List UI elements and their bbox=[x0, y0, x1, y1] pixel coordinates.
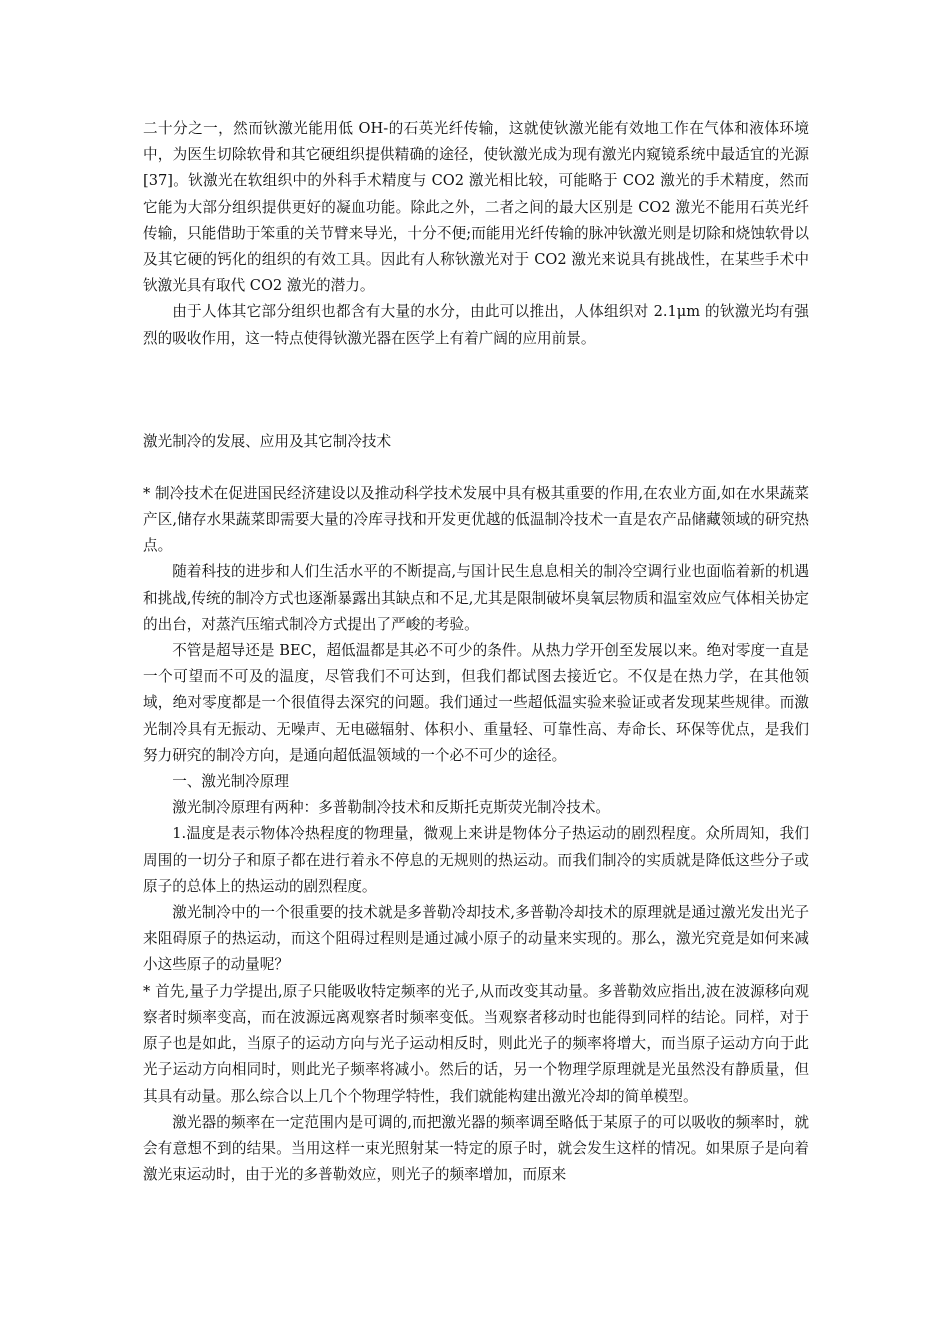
paragraph: 一、激光制冷原理 bbox=[172, 773, 289, 791]
paragraph: 激光制冷中的一个很重要的技术就是多普勒冷却技术,多普勒冷却技术的原理就是通过激光发出光子来阻碍原子的热运动，而这个阻碍过程则是通过减小原子的动量来实现的。那么，激光究竟是如何来减小这些原子的动量呢？ bbox=[143, 904, 809, 974]
paragraph: * 制冷技术在促进国民经济建设以及推动科学技术发展中具有极其重要的作用,在农业方面,如在水果蔬菜产区,储存水果蔬菜即需要大量的冷库寻找和开发更优越的低温制冷技术一直是农产品储藏领域的研究热点。 bbox=[143, 484, 809, 555]
paragraph: 由于人体其它部分组织也都含有大量的水分，由此可以推出，人体组织对 2.1μm 的钬激光均有强烈的吸收作用，这一特点使得钬激光器在医学上有着广阔的应用前景。 bbox=[143, 303, 809, 347]
paragraph: 1.温度是表示物体冷热程度的物理量，微观上来讲是物体分子热运动的剧烈程度。众所周知，我们周围的一切分子和原子都在进行着永不停息的无规则的热运动。而我们制冷的实质就是降低这些分子或原子的总体上的热运动的剧烈程度。 bbox=[143, 825, 809, 895]
section-title: 激光制冷的发展、应用及其它制冷技术 bbox=[143, 432, 392, 450]
document-page bbox=[143, 116, 809, 1188]
paragraph: 二十分之一，然而钬激光能用低 OH-的石英光纤传输，这就使钬激光能有效地工作在气体和液体环境中，为医生切除软骨和其它硬组织提供精确的途径，使钬激光成为现有激光内窥镜系统中最适宜的光源[37]。钬激光在软组织中的外科手术精度与 CO2 激光相比较，可能略于 CO2 激光的手术精度，然而它能为大部分组织提供更好的凝血功能。除此之外，二者之间的最大区别是 CO2 激光不能用石英光纤传输，只能借助于笨重的关节臂来导光，十分不便;而能用光纤传输的脉冲钬激光则是切除和烧蚀软骨以及其它硬的钙化的组织的有效工具。因此有人称钬激光对于 CO2 激光来说具有挑战性，在某些手术中钬激光具有取代 CO2 激光的潜力。 bbox=[143, 120, 809, 295]
paragraph: * 首先,量子力学提出,原子只能吸收特定频率的光子,从而改变其动量。多普勒效应指出,波在波源移向观察者时频率变高，而在波源远离观察者时频率变低。当观察者移动时也能得到同样的结论。同样，对于原子也是如此，当原子的运动方向与光子运动相反时，则此光子的频率将增大，而当原子运动方向于此光子运动方向相同时，则此光子频率将减小。然后的话，另一个物理学原理就是光虽然没有静质量，但其具有动量。那么综合以上几个个物理学特性，我们就能构建出激光冷却的简单模型。 bbox=[143, 982, 809, 1105]
spacer bbox=[143, 352, 809, 429]
paragraph: 随着科技的进步和人们生活水平的不断提高,与国计民生息息相关的制冷空调行业也面临着新的机遇和挑战,传统的制冷方式也逐渐暴露出其缺点和不足,尤其是限制破坏臭氧层物质和温室效应气体相关协定的出台，对蒸汽压缩式制冷方式提出了严峻的考验。 bbox=[143, 563, 810, 633]
spacer bbox=[143, 455, 809, 481]
body-text bbox=[143, 481, 809, 1188]
paragraph: 激光制冷原理有两种：多普勒制冷技术和反斯托克斯荧光制冷技术。 bbox=[172, 799, 611, 817]
paragraph: 不管是超导还是 BEC，超低温都是其必不可少的条件。从热力学开创至发展以来。绝对零度一直是一个可望而不可及的温度，尽管我们不可达到，但我们都试图去接近它。不仅是在热力学，在其他领域，绝对零度都是一个很值得去深究的问题。我们通过一些超低温实验来验证或者发现某些规律。而激光制冷具有无振动、无噪声、无电磁辐射、体积小、重量轻、可靠性高、寿命长、环保等优点，是我们努力研究的制冷方向，是通向超低温领域的一个必不可少的途径。 bbox=[143, 642, 809, 764]
paragraph: 激光器的频率在一定范围内是可调的,而把激光器的频率调至略低于某原子的可以吸收的频率时，就会有意想不到的结果。当用这样一束光照射某一特定的原子时，就会发生这样的情况。如果原子是向着激光束运动时，由于光的多普勒效应，则光子的频率增加，而原来 bbox=[143, 1113, 809, 1184]
